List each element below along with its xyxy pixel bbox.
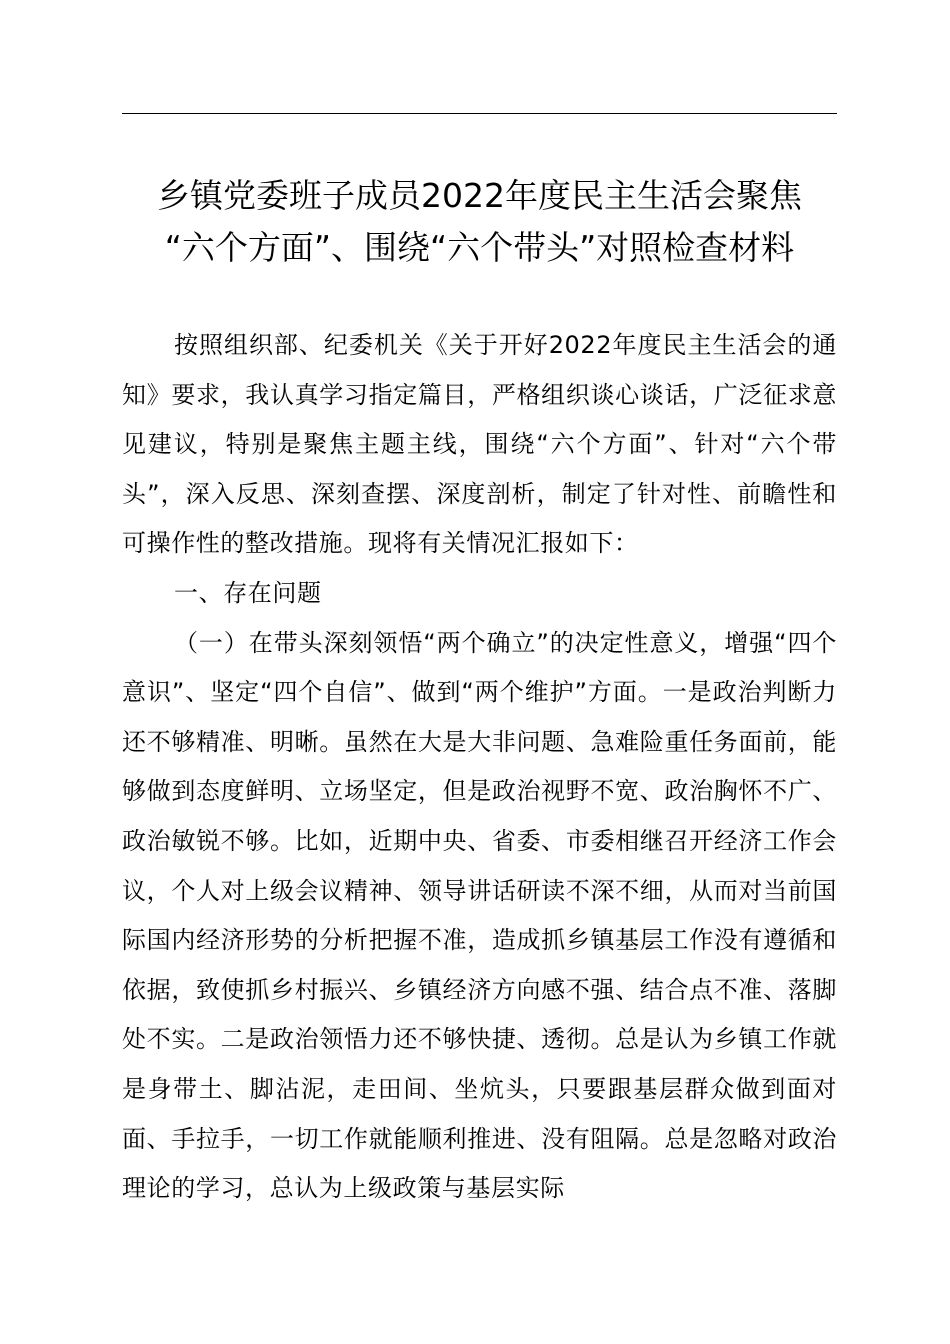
section-heading: 一、存在问题: [174, 578, 322, 607]
intro-paragraph: 按照组织部、纪委机关《关于开好2022年度民主生活会的通知》要求，我认真学习指定篇目，严格组织谈心谈话，广泛征求意见建议，特别是聚焦主题主线，围绕“六个方面”、针对“六个带头”，深入反思、深刻查摆、深度剖析，制定了针对性、前瞻性和可操作性的整改措施。现将有关情况汇报如下：: [122, 331, 837, 558]
document-title: [122, 170, 837, 274]
document-body: [122, 321, 837, 1214]
body-paragraph: （一）在带头深刻领悟“两个确立”的决定性意义，增强“四个意识”、坚定“四个自信”、做到“两个维护”方面。一是政治判断力还不够精准、明晰。虽然在大是大非问题、急难险重任务面前，能够做到态度鲜明、立场坚定，但是政治视野不宽、政治胸怀不广、政治敏锐不够。比如，近期中央、省委、市委相继召开经济工作会议，个人对上级会议精神、领导讲话研读不深不细，从而对当前国际国内经济形势的分析把握不准，造成抓乡镇基层工作没有遵循和依据，致使抓乡村振兴、乡镇经济方向感不强、结合点不准、落脚处不实。二是政治领悟力还不够快捷、透彻。总是认为乡镇工作就是身带土、脚沾泥，走田间、坐炕头，只要跟基层群众做到面对面、手拉手，一切工作就能顺利推进、没有阻隔。总是忽略对政治理论的学习，总认为上级政策与基层实际: [122, 628, 837, 1203]
title-line-2: “六个方面”、围绕“六个带头”对照检查材料: [164, 228, 795, 267]
header-rule: [122, 113, 837, 114]
title-line-1: 乡镇党委班子成员2022年度民主生活会聚焦: [157, 176, 802, 215]
